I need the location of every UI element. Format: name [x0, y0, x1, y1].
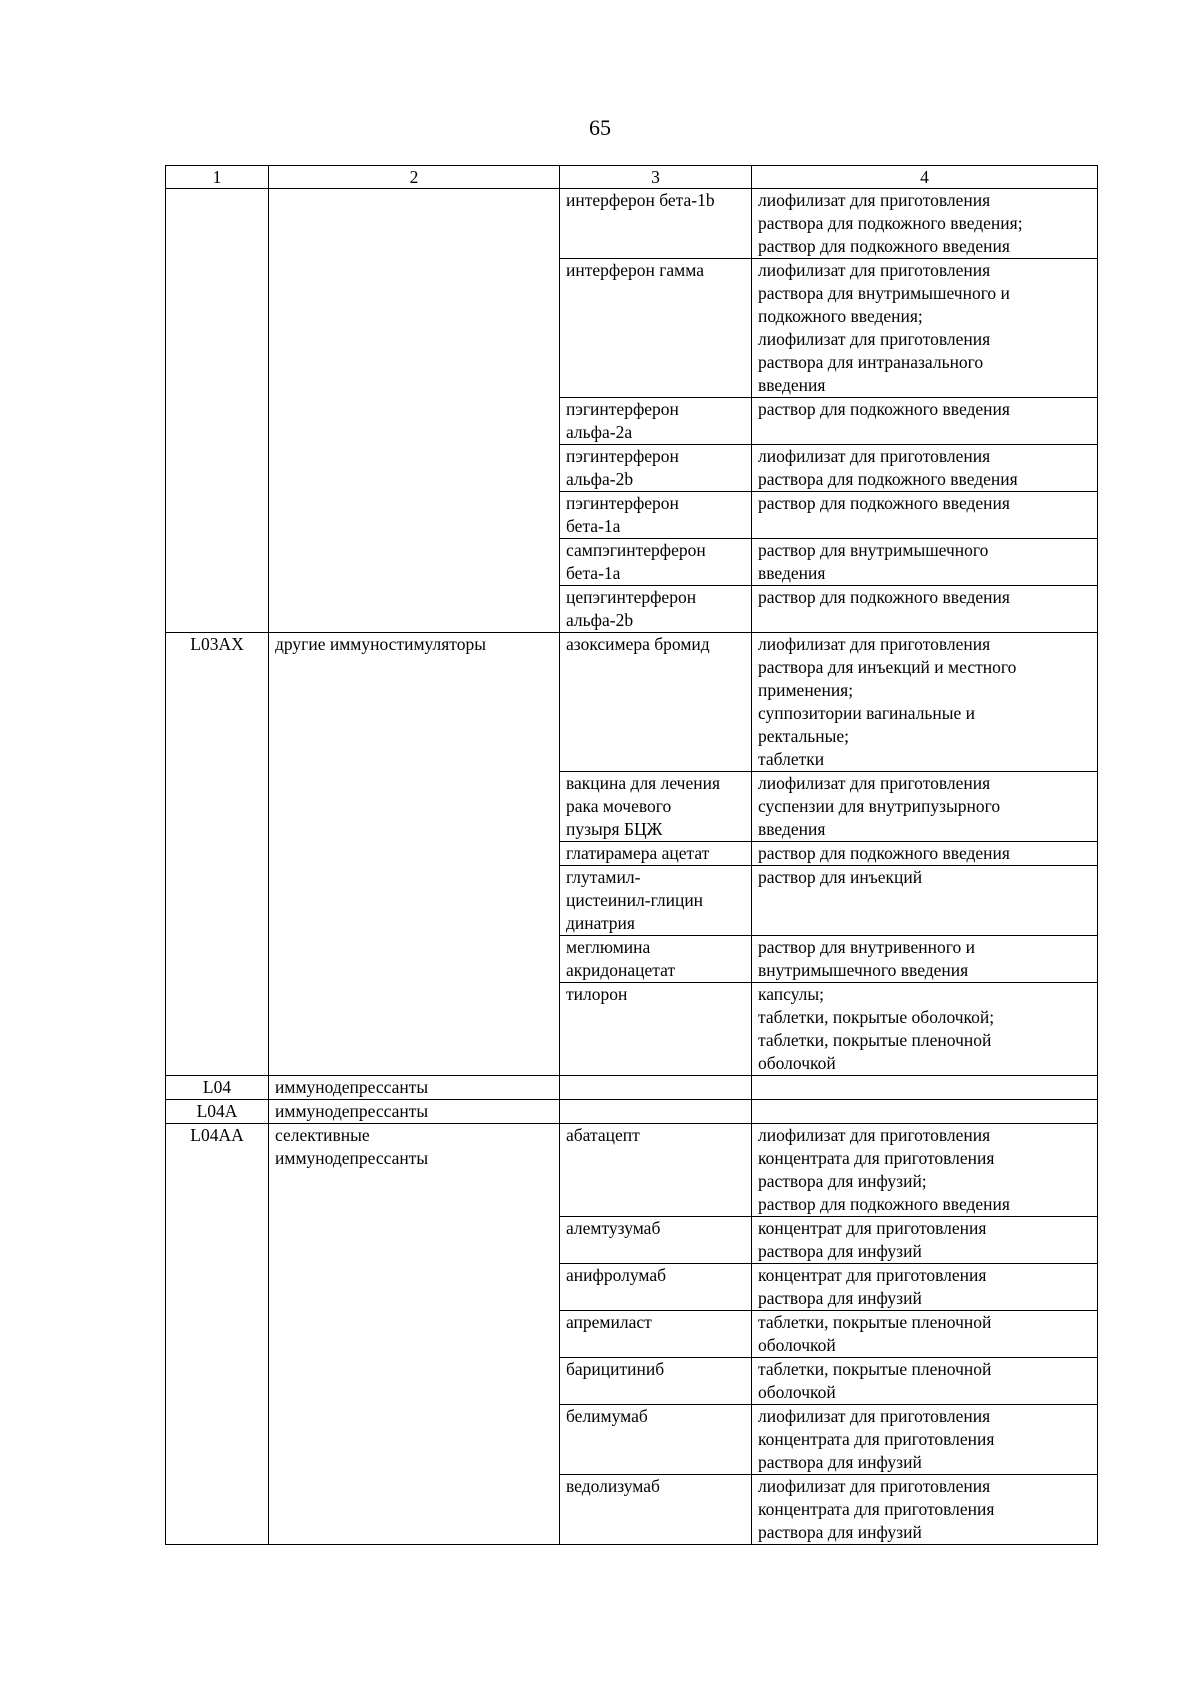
drug-name-cell: вакцина для лечения рака мочевого пузыря БЦЖ: [560, 772, 752, 842]
atc-code-cell: L04AA: [166, 1124, 269, 1545]
anatomical-group-cell: другие иммуностимуляторы: [269, 633, 560, 1076]
dosage-form-cell: раствор для подкожного введения: [752, 492, 1098, 539]
drug-name-cell: барицитиниб: [560, 1358, 752, 1405]
dosage-form-cell: раствор для подкожного введения: [752, 586, 1098, 633]
drug-table: [165, 165, 1098, 1545]
dosage-form-cell: [752, 1100, 1098, 1124]
dosage-form-cell: лиофилизат для приготовления раствора для инъекций и местного применения; суппозитории вагинальные и ректальные; таблетки: [752, 633, 1098, 772]
drug-name-cell: пэгинтерферон бета-1a: [560, 492, 752, 539]
dosage-form-cell: раствор для внутривенного и внутримышечного введения: [752, 936, 1098, 983]
dosage-form-cell: лиофилизат для приготовления концентрата для приготовления раствора для инфузий: [752, 1475, 1098, 1545]
drug-name-cell: [560, 1076, 752, 1100]
dosage-form-cell: капсулы; таблетки, покрытые оболочкой; таблетки, покрытые пленочной оболочкой: [752, 983, 1098, 1076]
dosage-form-cell: лиофилизат для приготовления раствора для подкожного введения: [752, 445, 1098, 492]
header-col-3: 3: [560, 166, 752, 189]
page-number: 65: [589, 115, 611, 140]
drug-name-cell: интерферон бета-1b: [560, 189, 752, 259]
table-body: [166, 166, 1098, 1545]
atc-code-cell: L04A: [166, 1100, 269, 1124]
dosage-form-cell: таблетки, покрытые пленочной оболочкой: [752, 1358, 1098, 1405]
dosage-form-cell: лиофилизат для приготовления раствора для внутримышечного и подкожного введения; лиофилизат для приготовления раствора для интраназального введения: [752, 259, 1098, 398]
table-row: [166, 1100, 1098, 1124]
drug-name-cell: глутамил- цистеинил-глицин динатрия: [560, 866, 752, 936]
anatomical-group-cell: иммунодепрессанты: [269, 1076, 560, 1100]
table-row: [166, 1076, 1098, 1100]
drug-name-cell: пэгинтерферон альфа-2a: [560, 398, 752, 445]
drug-name-cell: глатирамера ацетат: [560, 842, 752, 866]
drug-name-cell: [560, 1100, 752, 1124]
dosage-form-cell: раствор для подкожного введения: [752, 842, 1098, 866]
drug-name-cell: сампэгинтерферон бета-1a: [560, 539, 752, 586]
dosage-form-cell: лиофилизат для приготовления раствора для подкожного введения; раствор для подкожного введения: [752, 189, 1098, 259]
drug-name-cell: пэгинтерферон альфа-2b: [560, 445, 752, 492]
dosage-form-cell: раствор для подкожного введения: [752, 398, 1098, 445]
anatomical-group-cell: [269, 189, 560, 633]
atc-code-cell: L04: [166, 1076, 269, 1100]
table-row: [166, 1124, 1098, 1217]
dosage-form-cell: лиофилизат для приготовления концентрата для приготовления раствора для инфузий: [752, 1405, 1098, 1475]
dosage-form-cell: концентрат для приготовления раствора для инфузий: [752, 1217, 1098, 1264]
anatomical-group-cell: иммунодепрессанты: [269, 1100, 560, 1124]
drug-name-cell: анифролумаб: [560, 1264, 752, 1311]
drug-name-cell: интерферон гамма: [560, 259, 752, 398]
table-row: [166, 633, 1098, 772]
drug-name-cell: белимумаб: [560, 1405, 752, 1475]
table-row: [166, 189, 1098, 259]
drug-name-cell: алемтузумаб: [560, 1217, 752, 1264]
header-row: [166, 166, 1098, 189]
dosage-form-cell: лиофилизат для приготовления концентрата для приготовления раствора для инфузий; раствор для подкожного введения: [752, 1124, 1098, 1217]
dosage-form-cell: [752, 1076, 1098, 1100]
drug-name-cell: ведолизумаб: [560, 1475, 752, 1545]
drug-name-cell: меглюмина акридонацетат: [560, 936, 752, 983]
header-col-4: 4: [752, 166, 1098, 189]
atc-code-cell: [166, 189, 269, 633]
drug-name-cell: тилорон: [560, 983, 752, 1076]
dosage-form-cell: концентрат для приготовления раствора для инфузий: [752, 1264, 1098, 1311]
atc-code-cell: L03AX: [166, 633, 269, 1076]
anatomical-group-cell: селективные иммунодепрессанты: [269, 1124, 560, 1545]
dosage-form-cell: таблетки, покрытые пленочной оболочкой: [752, 1311, 1098, 1358]
dosage-form-cell: лиофилизат для приготовления суспензии для внутрипузырного введения: [752, 772, 1098, 842]
drug-name-cell: апремиласт: [560, 1311, 752, 1358]
drug-name-cell: азоксимера бромид: [560, 633, 752, 772]
header-col-2: 2: [269, 166, 560, 189]
drug-name-cell: цепэгинтерферон альфа-2b: [560, 586, 752, 633]
drug-name-cell: абатацепт: [560, 1124, 752, 1217]
dosage-form-cell: раствор для инъекций: [752, 866, 1098, 936]
dosage-form-cell: раствор для внутримышечного введения: [752, 539, 1098, 586]
header-col-1: 1: [166, 166, 269, 189]
